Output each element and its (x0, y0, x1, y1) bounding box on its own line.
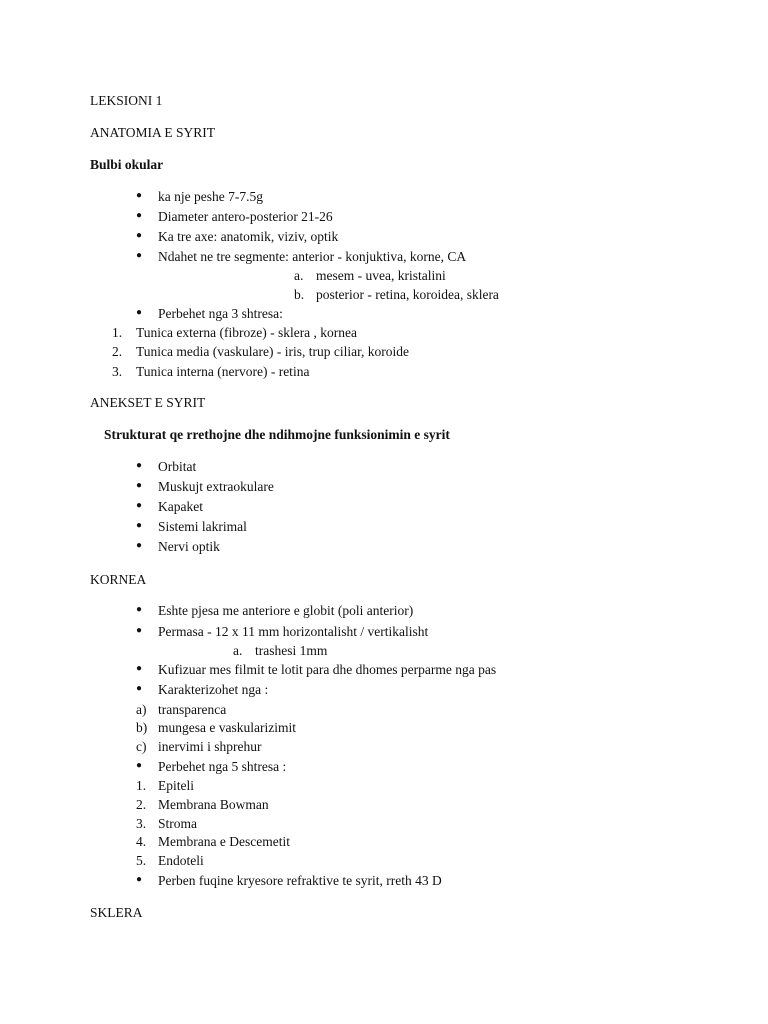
list-item: Permasa - 12 x 11 mm horizontalisht / vertikalisht (158, 624, 429, 639)
numbered-marker: 1. (136, 778, 147, 793)
numbered-marker: 5. (136, 853, 147, 868)
numbered-marker: 2. (136, 797, 147, 812)
bullet-icon: ● (136, 683, 143, 694)
numbered-marker: 1. (112, 325, 123, 340)
list-item: Perbehet nga 5 shtresa : (158, 759, 287, 774)
numbered-marker: 3. (136, 816, 147, 831)
numbered-item: Tunica interna (nervore) - retina (136, 364, 310, 379)
numbered-item: Epiteli (158, 778, 194, 793)
numbered-item: Endoteli (158, 853, 204, 868)
numbered-marker: 2. (112, 344, 123, 359)
section-heading-sklera: SKLERA (90, 905, 143, 920)
numbered-marker: 3. (112, 364, 123, 379)
lettered-item: transparenca (158, 702, 227, 717)
numbered-item: Stroma (158, 816, 197, 831)
section-heading-anekset: ANEKSET E SYRIT (90, 395, 206, 410)
sub-item-marker: a. (233, 643, 243, 658)
section-heading-bulbi: Bulbi okular (90, 157, 164, 172)
page-title: ANATOMIA E SYRIT (90, 125, 216, 140)
list-item: Muskujt extraokulare (158, 479, 274, 494)
list-item: Karakterizohet nga : (158, 682, 269, 697)
lettered-item: mungesa e vaskularizimit (158, 720, 296, 735)
list-item: Perben fuqine kryesore refraktive te syrit, rreth 43 D (158, 873, 442, 888)
lettered-marker: c) (136, 739, 147, 754)
lettered-item: inervimi i shprehur (158, 739, 262, 754)
list-item: ka nje peshe 7-7.5g (158, 189, 263, 204)
bullet-icon: ● (136, 307, 143, 318)
bullet-icon: ● (136, 604, 143, 615)
list-item: Ka tre axe: anatomik, viziv, optik (158, 229, 339, 244)
bullet-icon: ● (136, 210, 143, 221)
bullet-icon: ● (136, 874, 143, 885)
bullet-icon: ● (136, 663, 143, 674)
bullet-icon: ● (136, 625, 143, 636)
list-item: Ndahet ne tre segmente: anterior - konjuktiva, korne, CA (158, 249, 467, 264)
bullet-icon: ● (136, 460, 143, 471)
numbered-marker: 4. (136, 834, 147, 849)
bullet-icon: ● (136, 230, 143, 241)
numbered-item: Membrana e Descemetit (158, 834, 290, 849)
bullet-icon: ● (136, 500, 143, 511)
list-item: Sistemi lakrimal (158, 519, 247, 534)
sub-item: posterior - retina, koroidea, sklera (316, 287, 499, 302)
lettered-marker: b) (136, 720, 148, 735)
list-item: Kapaket (158, 499, 203, 514)
list-item: Perbehet nga 3 shtresa: (158, 306, 283, 321)
numbered-item: Tunica media (vaskulare) - iris, trup ciliar, koroide (136, 344, 410, 359)
section-subheading: Strukturat qe rrethojne dhe ndihmojne funksionimin e syrit (104, 427, 450, 442)
list-item: Eshte pjesa me anteriore e globit (poli anterior) (158, 603, 414, 618)
bullet-icon: ● (136, 540, 143, 551)
sub-item: trashesi 1mm (255, 643, 328, 658)
numbered-item: Tunica externa (fibroze) - sklera , kornea (136, 325, 358, 340)
list-item: Nervi optik (158, 539, 220, 554)
list-item: Orbitat (158, 459, 197, 474)
bullet-icon: ● (136, 480, 143, 491)
sub-item: mesem - uvea, kristalini (316, 268, 446, 283)
list-item: Kufizuar mes filmit te lotit para dhe dhomes perparme nga pas (158, 662, 497, 677)
sub-item-marker: b. (294, 287, 305, 302)
lettered-marker: a) (136, 702, 147, 717)
section-heading-kornea: KORNEA (90, 572, 147, 587)
sub-item-marker: a. (294, 268, 304, 283)
lesson-label: LEKSIONI 1 (90, 93, 163, 108)
bullet-icon: ● (136, 760, 143, 771)
bullet-icon: ● (136, 190, 143, 201)
list-item: Diameter antero-posterior 21-26 (158, 209, 333, 224)
bullet-icon: ● (136, 250, 143, 261)
bullet-icon: ● (136, 520, 143, 531)
numbered-item: Membrana Bowman (158, 797, 269, 812)
